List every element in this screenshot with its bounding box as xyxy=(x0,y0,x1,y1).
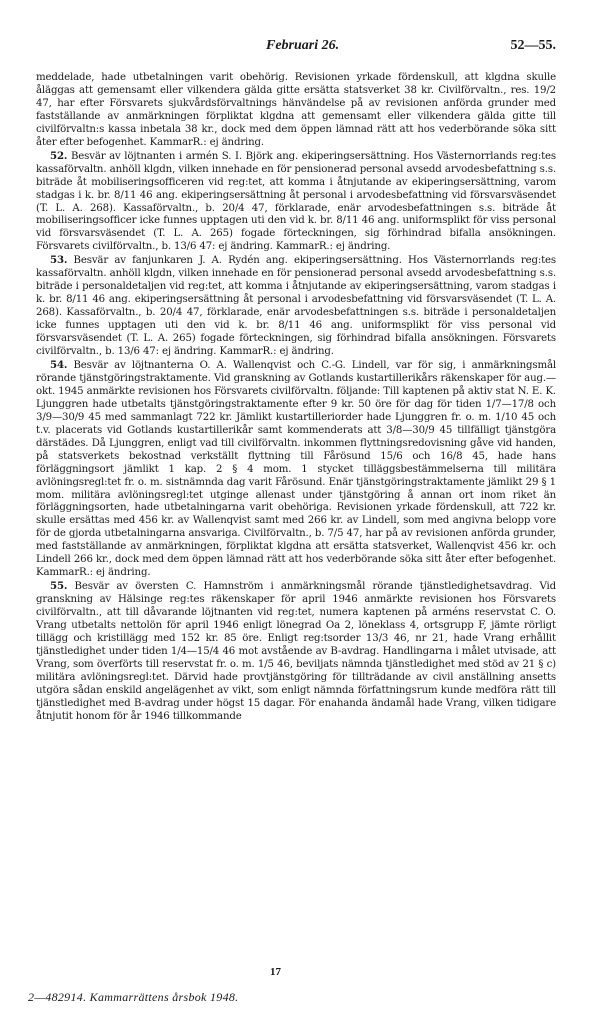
case-54 xyxy=(36,359,556,580)
case-number: 53. xyxy=(50,254,68,267)
case-number: 54. xyxy=(50,358,68,371)
print-line: 2—482914. Kammarrättens årsbok 1948. xyxy=(28,990,239,1004)
signature-number: 17 xyxy=(270,966,281,978)
document-page xyxy=(36,38,556,724)
paragraph-continuation xyxy=(36,72,556,150)
paragraph-text: meddelade, hade utbetalningen varit obehörig. Revisionen yrkade fördenskull, att klgdna skulle åläggas att gemensamt eller vilkendera gälda gitte ersätta statsverket 38 kr. Civilförvaltn., res. 19/2 47, har efter Försvarets sjukvårdsförvaltnings hänvändelse på av revisionen anförda grunder med fastställande av anmärkningen förpliktat klgdna att gemensamt eller vilkendera gälda gitte till civilförvaltn:s kassa inbetala 38 kr., dock med dem öppen lämnad rätt att hos vederbörande söka sitt åter efter befogenhet. KammarR.: ej ändring. xyxy=(36,72,556,148)
case-53 xyxy=(36,254,556,359)
case-number: 52. xyxy=(50,149,68,162)
paragraph-text: Besvär av löjtnanten i armén S. I. Björk ang. ekiperingsersättning. Hos Västernorrlands reg:tes kassaförvaltn. anhöll klgdn, vilken innehade en för pensionerad personal avsedd arvodesbefattning s.s. biträde åt mobiliseringsofficeren vid reg:tet, att komma i åtnjutande av ekiperingsersättning, varom stadgas i k. br. 8/11 46 ang. ekiperingsersättning åt personal i arvodesbefattning vid försvarsväsendet (T. L. A. 268). Kassaförvaltn., b. 20/4 47, förklarade, enär arvodesbefattningen s.s. biträde åt mobiliseringsofficer icke funnes upptagen uti den vid k. br. 8/11 46 ang. uniformsplikt för viss personal vid försvarsväsendet (T. L. A. 265) fogade förteckningen, sig förhindrad bifalla ansökningen. Försvarets civilförvaltn., b. 13/6 47: ej ändring. KammarR.: ej ändring. xyxy=(36,150,556,253)
paragraph-text: Besvär av översten C. Hamnström i anmärkningsmål rörande tjänstledighetsavdrag. Vid granskning av Hälsinge reg:tes räkenskaper för april 1946 anmärkte revisionen hos Försvarets civilförvaltn., att till dåvarande löjtnanten vid reg:tet, numera kaptenen på arméns reservstat C. O. Vrang utbetalts nettolön för april 1946 enligt lönegrad Oa 2, löneklass 4, ortsgrupp F, jämte rörligt tillägg och kristillägg med 152 kr. 85 öre. Enligt reg:tsorder 13/3 46, nr 21, hade Vrang erhållit tjänstledighet under tiden 1/4—15/4 46 mot avstående av B-avdrag. Handlingarna i målet utvisade, att Vrang, som överförts till reservstat fr. o. m. 1/5 46, beviljats nämnda tjänstledighet med stöd av 21 § c) militära avlöningsregl:tet. Därvid hade provtjänstgöring för tillträdande av civil anställning ansetts utgöra sådan enskild angelägenhet av vikt, som enligt nämnda författningsrum kunde medföra rätt till tjänstledighet med B-avdrag under högst 15 dagar. För enahanda ändamål hade Vrang, vilken tidigare åtnjutit honom för år 1946 tillkommande xyxy=(36,581,556,722)
paragraph-text: Besvär av fanjunkaren J. A. Rydén ang. ekiperingsersättning. Hos Västernorrlands reg:tes kassaförvaltn. anhöll klgdn, vilken innehade en för pensionerad personal avsedd arvodesbefattning s.s. biträde i personaldetaljen vid reg:tet, att komma i åtnjutande av ekiperingsersättning, varom stadgas i k. br. 8/11 46 ang. ekiperingsersättning åt personal i arvodesbefattning vid försvarsväsendet (T. L. A. 268). Kassaförvaltn., b. 20/4 47, förklarade, enär arvodesbefattningen s.s. biträde i personaldetaljen icke funnes upptagen uti den vid k. br. 8/11 46 ang. uniformsplikt för viss personal vid försvarsväsendet (T. L. A. 265) fogade förteckningen, sig förhindrad bifalla ansökningen. Försvarets civilförvaltn., b. 13/6 47: ej ändring. KammarR.: ej ändring. xyxy=(36,255,556,358)
case-52 xyxy=(36,150,556,255)
case-55 xyxy=(36,580,556,723)
header-page-range: 52—55. xyxy=(510,38,556,53)
running-header xyxy=(36,38,556,60)
body-text xyxy=(36,72,556,724)
case-number: 55. xyxy=(50,580,68,593)
header-title: Februari 26. xyxy=(266,38,340,53)
paragraph-text: Besvär av löjtnanterna O. A. Wallenqvist och C.-G. Lindell, var för sig, i anmärkningsmål rörande tjänstgöringstraktamente. Vid granskning av Gotlands kustartillerikårs räkenskaper för aug.—okt. 1945 anmärkte revisionen hos Försvarets civilförvaltn. följande: Till kaptenen på aktiv stat N. E. K. Ljunggren hade utbetalts tjänstgöringstraktamente efter 9 kr. 50 öre för dag för tiden 1/7—17/8 och 3/9—30/9 45 med sammanlagt 722 kr. Jämlikt kustartilleriorder hade Ljunggren fr. o. m. 1/10 45 och t.v. placerats vid Gotlands kustartillerikår samt kommenderats att 3/8—30/9 45 tillfälligt tjänstgöra därstädes. Då Ljunggren, enligt vad till civilförvaltn. inkommen flyttningsredovisning gåve vid handen, på statsverkets bekostnad verkställt flyttning till Fårösund 15/6 och 16/8 45, hade hans förläggningsort jämlikt 1 kap. 2 § 4 mom. 1 stycket tilläggsbestämmelserna till militära avlöningsregl:tet fr. o. m. sistnämnda dag varit Fårösund. Enär tjänstgöringstraktamente jämlikt 29 § 1 mom. militära avlöningsregl:tet utginge allenast under tjänstgöring å annan ort inom riket än förläggningsorten, hade utbetalningarna varit obehöriga. Revisionen yrkade fördenskull, att 722 kr. skulle ersättas med 456 kr. av Wallenqvist samt med 266 kr. av Lindell, som med angivna belopp vore för de gjorda utbetalningarna ansvariga. Civilförvaltn., b. 7/5 47, har på av revisionen anförda grunder, med fastställande av anmärkningen, förpliktat klgdna att ersätta statsverket, Wallenqvist 456 kr. och Lindell 266 kr., dock med dem öppen lämnad rätt att hos vederbörande söka sitt åter efter befogenhet. KammarR.: ej ändring. xyxy=(36,359,557,579)
